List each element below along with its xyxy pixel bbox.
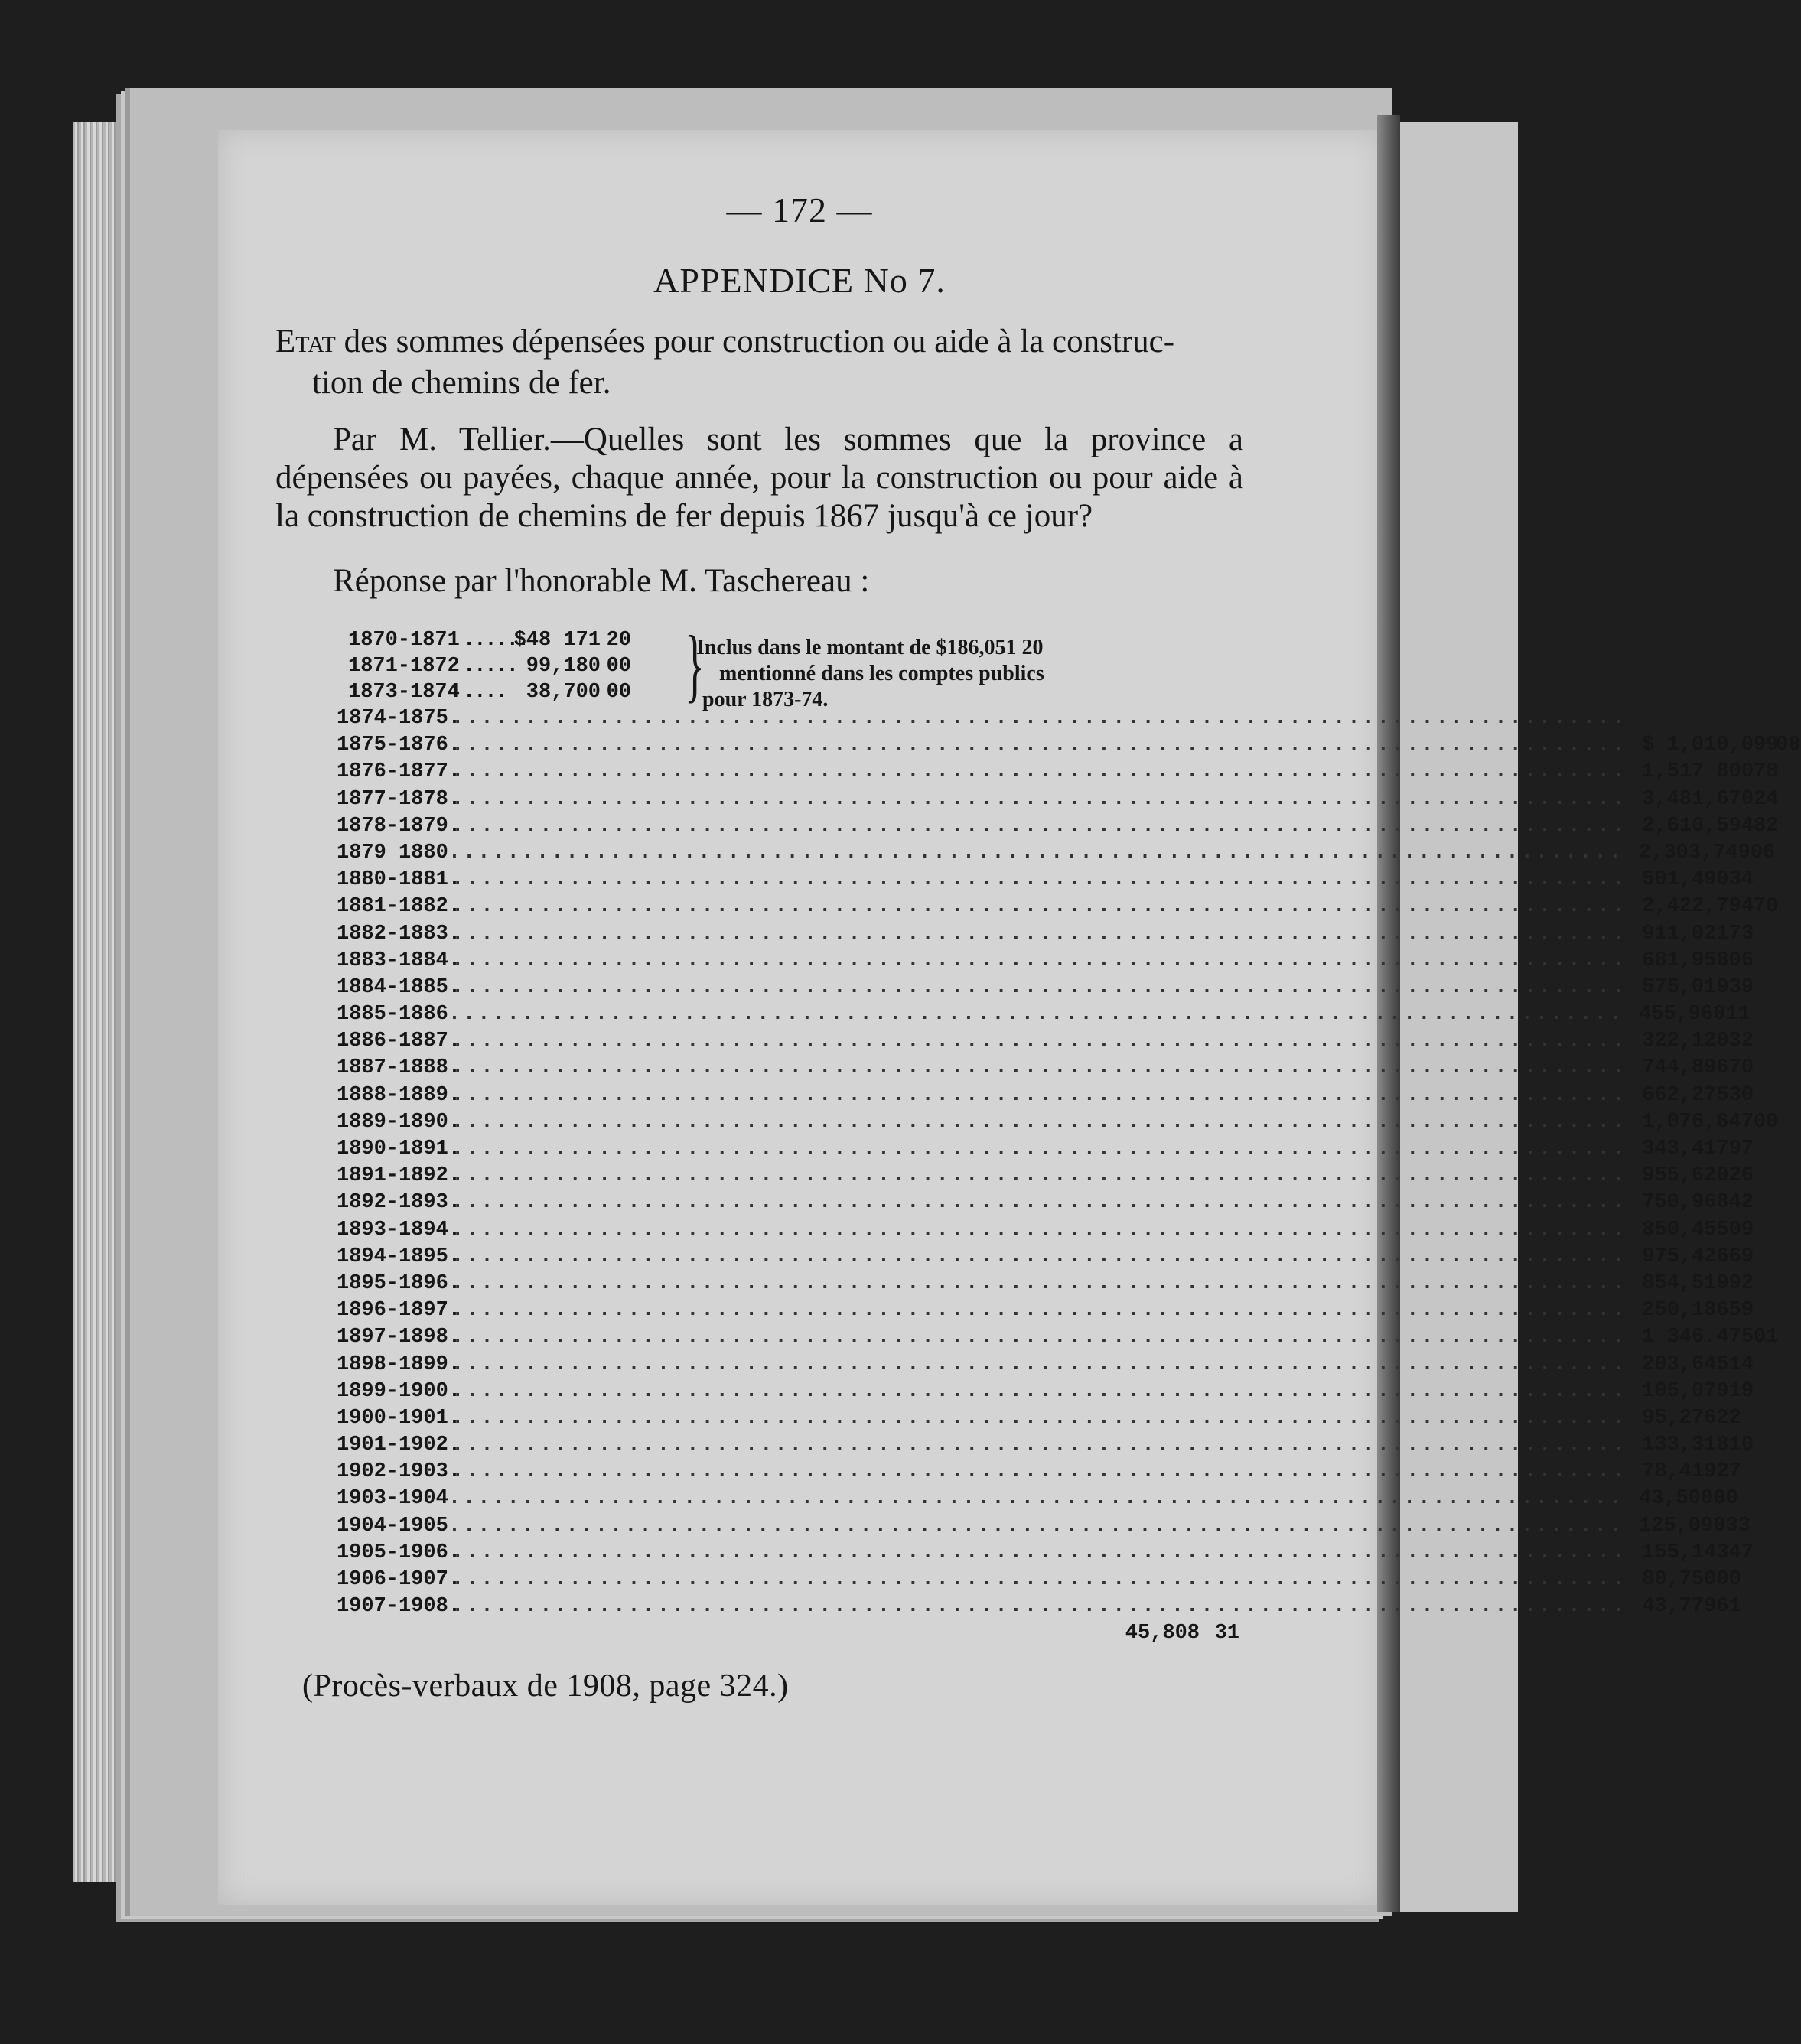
row-amount: 343,417 <box>1642 1138 1729 1160</box>
table-row <box>337 759 1779 786</box>
row-amount: 1,076,647 <box>1642 1110 1754 1134</box>
row-amount: 750,968 <box>1642 1191 1729 1215</box>
table-row <box>337 1297 1754 1324</box>
row-amount: 1,517 800 <box>1642 760 1754 784</box>
row-year: 1874-1875. <box>337 707 461 730</box>
row-cents: 14 <box>1728 1352 1754 1376</box>
row-amount: 681,958 <box>1642 949 1729 972</box>
row-cents: 10 <box>1728 1434 1754 1457</box>
row-leader-dots: ................................................................................ <box>451 760 1627 784</box>
row-amount: 662,275 <box>1642 1083 1729 1107</box>
row-cents: 34 <box>1728 868 1754 892</box>
early-cents: 20 <box>606 629 631 652</box>
row-leader-dots: ................................................................................ <box>451 1434 1627 1457</box>
row-amount: 78,419 <box>1642 1460 1717 1484</box>
row-cents: 70 <box>1754 895 1779 919</box>
row-year: 1875-1876. <box>337 734 461 757</box>
table-row <box>337 1028 1754 1055</box>
table-row <box>337 1459 1741 1486</box>
etat-line1: des sommes dépensées pour construction ou aide à la construc- <box>335 324 1175 360</box>
table-row <box>337 1620 1239 1647</box>
table-row <box>337 1486 1738 1512</box>
table-row <box>337 975 1754 1001</box>
row-cents: 97 <box>1728 1138 1754 1160</box>
row-amount: 501,490 <box>1642 868 1729 892</box>
row-amount: 744,896 <box>1642 1056 1729 1080</box>
row-year: 1904-1905 <box>337 1514 448 1538</box>
table-row <box>337 1540 1754 1567</box>
page-content <box>218 130 1801 1905</box>
row-amount: 2,422,794 <box>1642 895 1754 919</box>
early-amount: 99,180 <box>526 655 601 678</box>
row-leader-dots: ................................................................................ <box>451 1138 1627 1160</box>
row-cents: 27 <box>1716 1460 1741 1484</box>
row-cents: 42 <box>1728 1191 1754 1215</box>
table-row <box>337 1055 1754 1082</box>
row-amount: 575,019 <box>1642 975 1729 999</box>
row-year: 1876-1877. <box>337 760 461 784</box>
row-year: 1902-1903. <box>337 1460 461 1484</box>
table-row <box>337 1567 1741 1593</box>
early-year: 1871-1872 <box>348 655 460 678</box>
row-cents: 00 <box>1716 1568 1741 1591</box>
table-row <box>337 867 1754 893</box>
row-year: 1893-1894. <box>337 1218 461 1242</box>
row-year: 1898-1899. <box>337 1352 461 1376</box>
question-text: Par M. Tellier.—Quelles sont les sommes que la province a dépensées ou payées, chaque année, pour la construction ou pour aide à la construction de chemins de fer depuis 1867 jusqu'à ce jour? <box>275 421 1243 534</box>
row-year: 1894-1895. <box>337 1245 461 1268</box>
early-dots: ...... <box>463 629 529 652</box>
table-row <box>337 948 1754 975</box>
row-amount: $ 1,010,099 <box>1642 734 1779 757</box>
row-year: 1883-1884. <box>337 949 461 972</box>
table-row <box>337 1432 1754 1459</box>
row-year: 1878-1879. <box>337 814 461 838</box>
row-cents: 30 <box>1728 1083 1754 1107</box>
row-cents: 06 <box>1728 949 1754 972</box>
row-cents: 47 <box>1728 1541 1754 1564</box>
early-dots: ..... <box>463 655 518 678</box>
early-amount: $48 171 <box>513 629 601 652</box>
table-row <box>337 1109 1779 1136</box>
row-amount: 322,120 <box>1642 1030 1729 1053</box>
table-row <box>337 840 1776 867</box>
row-amount: 854,519 <box>1642 1271 1729 1295</box>
early-note-line2: mentionné dans les comptes publics <box>719 662 1044 685</box>
appendix-title: APPENDICE No 7. <box>653 261 946 300</box>
row-year: 1895-1896. <box>337 1271 461 1295</box>
row-cents: 22 <box>1716 1406 1741 1430</box>
row-cents: 69 <box>1728 1245 1754 1268</box>
brace-symbol: } <box>684 620 705 711</box>
early-row <box>348 679 631 705</box>
row-cents: 06 <box>1750 841 1776 864</box>
row-cents: 00 <box>1776 734 1801 757</box>
row-cents: 92 <box>1728 1271 1754 1295</box>
row-cents: 39 <box>1728 975 1754 999</box>
row-leader-dots: ................................................................................ <box>451 895 1627 919</box>
row-cents: 26 <box>1728 1164 1754 1188</box>
table-row <box>337 1082 1754 1109</box>
table-row <box>337 1244 1754 1271</box>
row-amount: 203,645 <box>1642 1352 1729 1376</box>
row-amount: 850,455 <box>1642 1218 1729 1242</box>
row-amount: 133,318 <box>1642 1434 1729 1457</box>
source-citation: (Procès-verbaux de 1908, page 324.) <box>302 1668 789 1704</box>
table-row <box>337 1324 1779 1351</box>
row-leader-dots: ................................................................................ <box>451 1218 1627 1242</box>
row-leader-dots: ................................................................................ <box>451 975 1627 999</box>
row-leader-dots: ................................................................................ <box>451 1299 1627 1323</box>
row-leader-dots: ................................................................................ <box>451 734 1627 757</box>
row-leader-dots: ................................................................................ <box>448 1514 1624 1538</box>
row-cents: 73 <box>1728 922 1754 946</box>
row-leader-dots: ................................................................................ <box>451 1541 1627 1564</box>
row-cents: 00 <box>1754 1110 1779 1134</box>
page-number: — 172 — <box>726 190 873 229</box>
row-year: 1885-1886 <box>337 1003 448 1027</box>
row-amount: 155,143 <box>1642 1541 1729 1564</box>
early-amount: 38,700 <box>526 681 601 704</box>
row-year: 1905-1906. <box>337 1541 461 1564</box>
table-row <box>337 705 1627 732</box>
row-cents: 78 <box>1754 760 1779 784</box>
row-amount: 2,610,594 <box>1642 814 1754 838</box>
question-paragraph <box>275 421 1243 535</box>
row-leader-dots: ................................................................................ <box>451 1326 1627 1349</box>
table-row <box>337 921 1754 948</box>
row-year: 1886-1887. <box>337 1030 461 1053</box>
row-year: 1889-1890. <box>337 1110 461 1134</box>
row-cents: 61 <box>1716 1595 1741 1619</box>
row-year: 1879 1880 <box>337 841 448 864</box>
table-row <box>337 1001 1751 1028</box>
early-row <box>348 627 631 653</box>
early-year: 1870-1871 <box>348 629 460 652</box>
table-row <box>337 1513 1751 1540</box>
row-cents: 24 <box>1754 787 1779 811</box>
row-amount: 955,620 <box>1642 1164 1729 1188</box>
early-row <box>348 653 631 679</box>
row-year: 1906-1907. <box>337 1568 461 1591</box>
etat-heading <box>275 321 1255 404</box>
reponse-line: Réponse par l'honorable M. Taschereau : <box>333 563 870 599</box>
row-leader-dots: ................................................................................ <box>451 814 1627 838</box>
early-note-line3: pour 1873-74. <box>702 688 829 711</box>
row-leader-dots: ................................................................................ <box>451 1164 1627 1188</box>
row-year: 1901-1902. <box>337 1434 461 1457</box>
row-amount: 455,960 <box>1639 1003 1726 1027</box>
row-leader-dots: ................................................................................ <box>451 868 1627 892</box>
row-amount: 975,426 <box>1642 1245 1729 1268</box>
row-cents: 59 <box>1728 1299 1754 1323</box>
row-leader-dots: ................................................................................ <box>451 922 1627 946</box>
row-cents: 00 <box>1713 1487 1738 1511</box>
row-year: 1896-1897. <box>337 1299 461 1323</box>
row-leader-dots: ................................................................................ <box>451 1379 1627 1403</box>
row-amount: 105,079 <box>1642 1379 1729 1403</box>
expenditure-table <box>337 705 1801 1648</box>
row-leader-dots: ................................................................................ <box>451 1030 1627 1053</box>
row-cents: 09 <box>1728 1218 1754 1242</box>
row-cents: 82 <box>1754 814 1779 838</box>
etat-line2: tion de chemins de fer. <box>312 365 611 401</box>
early-year: 1873-1874 <box>348 681 460 704</box>
row-cents: 31 <box>1214 1622 1239 1645</box>
table-row <box>337 1352 1754 1378</box>
etat-lead: Etat <box>275 324 336 360</box>
row-amount: 3,481,670 <box>1642 787 1754 811</box>
early-dots: .... <box>463 681 506 704</box>
table-row <box>337 1593 1741 1620</box>
row-amount: 2,303,749 <box>1639 841 1751 864</box>
row-leader-dots: ................................................................................ <box>451 1110 1627 1134</box>
row-cents: 11 <box>1725 1003 1751 1027</box>
row-year: 1884-1885. <box>337 975 461 999</box>
row-leader-dots: ................................................................................ <box>451 1568 1627 1591</box>
row-amount: 95,276 <box>1642 1406 1717 1430</box>
row-leader-dots: ................................................................................ <box>451 1083 1627 1107</box>
row-year: 1903-1904 <box>337 1487 448 1511</box>
row-leader-dots: ................................................................................ <box>451 1460 1627 1484</box>
table-row <box>337 1190 1754 1216</box>
row-year: 1900-1901. <box>337 1406 461 1430</box>
row-leader-dots: ................................................................................ <box>448 1487 1624 1511</box>
row-amount: 1 346.475 <box>1642 1326 1754 1349</box>
row-cents: 33 <box>1725 1514 1751 1538</box>
table-row <box>337 786 1779 813</box>
row-year: 1890-1891. <box>337 1138 461 1160</box>
row-leader-dots: ................................................................................ <box>451 1245 1627 1268</box>
row-leader-dots: ................................................................................ <box>448 841 1624 864</box>
row-year: 1891-1892. <box>337 1164 461 1188</box>
early-cents: 00 <box>606 681 631 704</box>
row-cents: 19 <box>1728 1379 1754 1403</box>
table-row <box>337 813 1779 840</box>
row-year: 1899-1900. <box>337 1379 461 1403</box>
early-note-line1: Inclus dans le montant de $186,051 20 <box>696 636 1044 659</box>
table-row <box>337 1163 1754 1190</box>
row-amount: 45,808 <box>1125 1622 1200 1645</box>
row-leader-dots: ................................................................................ <box>451 787 1627 811</box>
row-year: 1897-1898. <box>337 1326 461 1349</box>
row-leader-dots: ................................................................................ <box>451 707 1627 730</box>
table-row <box>337 1378 1754 1405</box>
row-cents: 70 <box>1728 1056 1754 1080</box>
row-amount: 125,090 <box>1639 1514 1726 1538</box>
row-amount: 911,021 <box>1642 922 1729 946</box>
row-amount: 250,186 <box>1642 1299 1729 1323</box>
row-year: 1907-1908. <box>337 1595 461 1619</box>
row-leader-dots: ................................................................................ <box>451 949 1627 972</box>
row-leader-dots: ................................................................................ <box>451 1056 1627 1080</box>
table-row <box>337 1217 1754 1244</box>
early-note <box>696 635 1186 713</box>
row-leader-dots: ................................................................................ <box>451 1406 1627 1430</box>
row-leader-dots: ................................................................................ <box>448 1003 1624 1027</box>
row-year: 1892-1893. <box>337 1191 461 1215</box>
row-leader-dots: ................................................................................ <box>451 1271 1627 1295</box>
table-row <box>337 1271 1754 1297</box>
table-row <box>337 893 1779 920</box>
row-year: 1888-1889. <box>337 1083 461 1107</box>
table-row <box>337 1405 1741 1432</box>
row-leader-dots: ................................................................................ <box>451 1352 1627 1376</box>
row-year: 1880-1881. <box>337 868 461 892</box>
table-row <box>337 1136 1754 1163</box>
row-amount: 80,750 <box>1642 1568 1717 1591</box>
table-row <box>337 732 1801 759</box>
early-cents: 00 <box>606 655 631 678</box>
row-year: 1887-1888. <box>337 1056 461 1080</box>
row-amount: 43,779 <box>1642 1595 1717 1619</box>
row-cents: 32 <box>1728 1030 1754 1053</box>
row-amount: 43,500 <box>1639 1487 1714 1511</box>
row-year: 1877-1878. <box>337 787 461 811</box>
row-leader-dots: ................................................................................ <box>451 1191 1627 1215</box>
row-year: 1881-1882. <box>337 895 461 919</box>
early-rows <box>348 627 631 705</box>
row-year: 1882-1883. <box>337 922 461 946</box>
row-leader-dots: ................................................................................ <box>451 1595 1627 1619</box>
row-cents: 01 <box>1754 1326 1779 1349</box>
